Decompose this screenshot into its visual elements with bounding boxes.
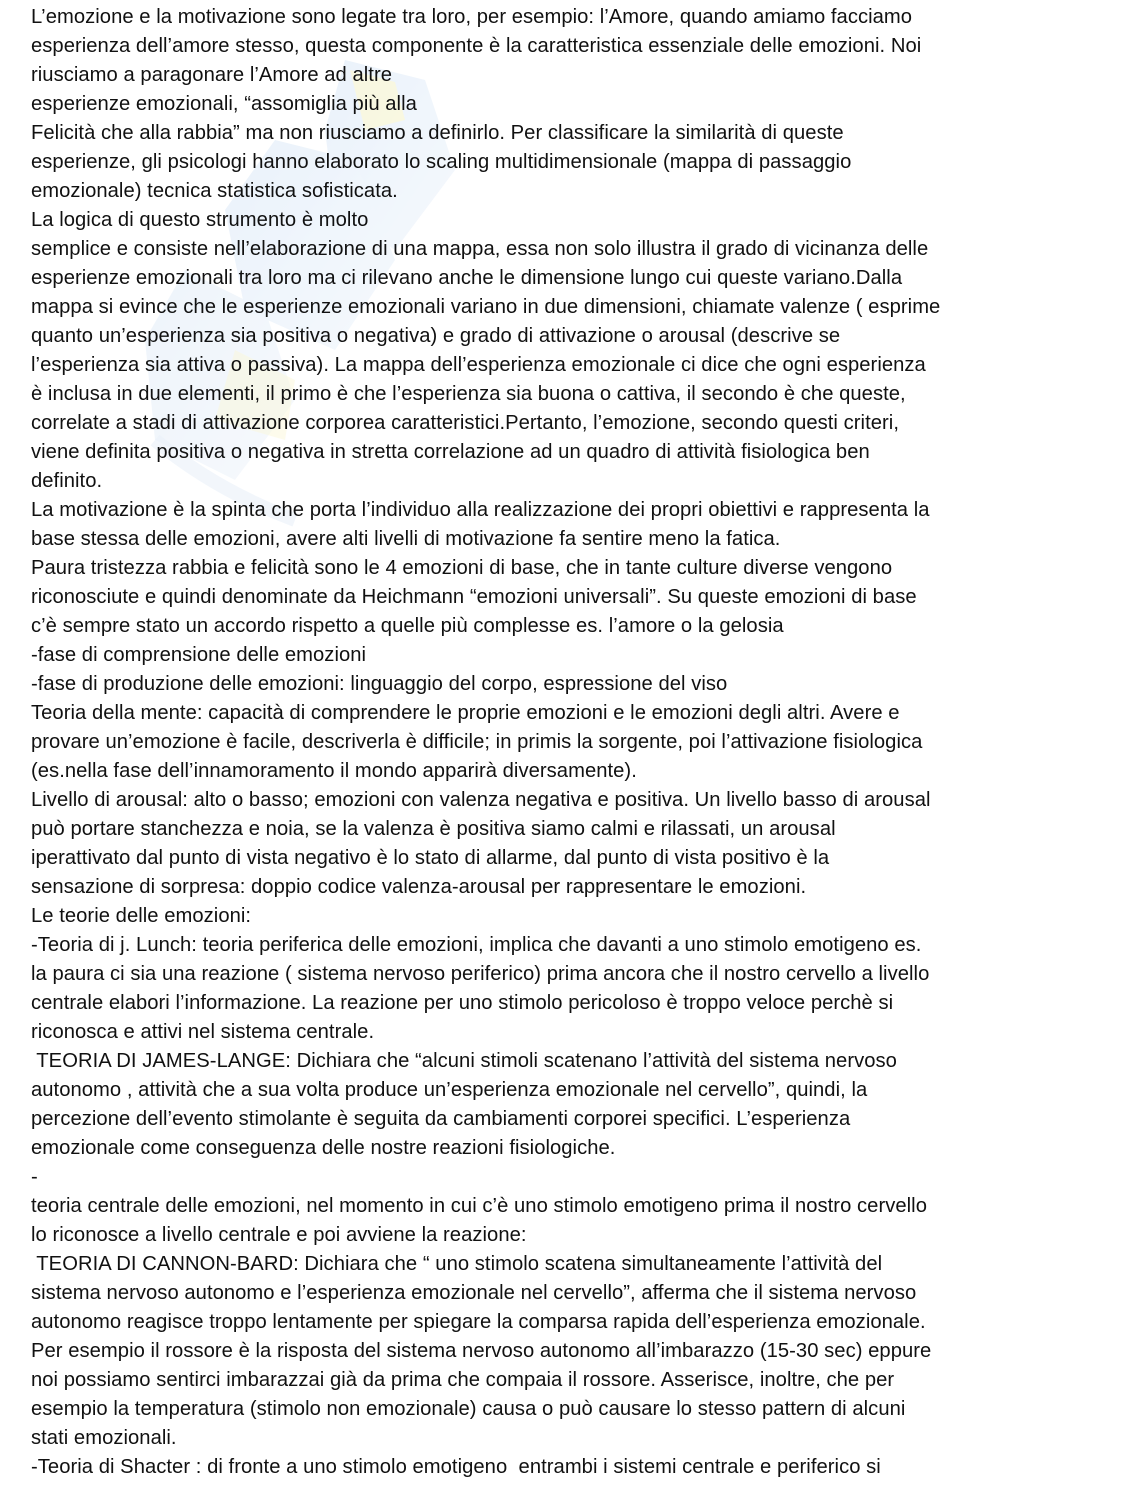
document-body: [31, 3, 1131, 1482]
text-line: base stessa delle emozioni, avere alti livelli di motivazione fa sentire meno la fatica.: [31, 528, 781, 550]
text-line: esperienze emozionali tra loro ma ci rilevano anche le dimensione lungo cui queste variano.Dalla: [31, 267, 903, 289]
text-line: noi possiamo sentirci imbarazzai già da prima che compaia il rossore. Asserisce, inoltre, che per: [31, 1369, 895, 1391]
text-line: percezione dell’evento stimolante è seguita da cambiamenti corporei specifici. L’esperienza: [31, 1108, 851, 1130]
text-line: Le teorie delle emozioni:: [31, 905, 252, 927]
text-line: può portare stanchezza e noia, se la valenza è positiva siamo calmi e rilassati, un arousal: [31, 818, 836, 840]
text-line: centrale elabori l’informazione. La reazione per uno stimolo pericoloso è troppo veloce perchè si: [31, 992, 894, 1014]
text-line: c’è sempre stato un accordo rispetto a quelle più complesse es. l’amore o la gelosia: [31, 615, 784, 637]
text-line: Teoria della mente: capacità di comprendere le proprie emozioni e le emozioni degli altri. Avere e: [31, 702, 900, 724]
text-line: stati emozionali.: [31, 1427, 177, 1449]
text-line: autonomo reagisce troppo lentamente per spiegare la comparsa rapida dell’esperienza emozionale.: [31, 1311, 926, 1333]
text-line: TEORIA DI JAMES-LANGE: Dichiara che “alcuni stimoli scatenano l’attività del sistema nervoso: [31, 1050, 897, 1072]
text-line: esempio la temperatura (stimolo non emozionale) causa o può causare lo stesso pattern di alcuni: [31, 1398, 906, 1420]
text-line: riconosca e attivi nel sistema centrale.: [31, 1021, 375, 1043]
text-line: l’esperienza sia attiva o passiva). La mappa dell’esperienza emozionale ci dice che ogni esperienza: [31, 354, 926, 376]
text-line: iperattivato dal punto di vista negativo è lo stato di allarme, dal punto di vista positivo è la: [31, 847, 830, 869]
text-line: esperienze, gli psicologi hanno elaborato lo scaling multidimensionale (mappa di passaggio: [31, 151, 852, 173]
text-line: emozionale) tecnica statistica sofisticata.: [31, 180, 398, 202]
text-line: semplice e consiste nell’elaborazione di una mappa, essa non solo illustra il grado di vicinanza delle: [31, 238, 929, 260]
text-line: Per esempio il rossore è la risposta del sistema nervoso autonomo all’imbarazzo (15-30 sec) eppure: [31, 1340, 932, 1362]
text-line: mappa si evince che le esperienze emozionali variano in due dimensioni, chiamate valenze ( esprime: [31, 296, 941, 318]
text-line: autonomo , attività che a sua volta produce un’esperienza emozionale nel cervello”, quindi, la: [31, 1079, 868, 1101]
text-line: definito.: [31, 470, 103, 492]
text-line: lo riconosce a livello centrale e poi avviene la reazione:: [31, 1224, 527, 1246]
text-line: -fase di produzione delle emozioni: linguaggio del corpo, espressione del viso: [31, 673, 728, 695]
text-line: correlate a stadi di attivazione corporea caratteristici.Pertanto, l’emozione, secondo questi criteri,: [31, 412, 899, 434]
text-line: la paura ci sia una reazione ( sistema nervoso periferico) prima ancora che il nostro cervello a livello: [31, 963, 930, 985]
text-line: è inclusa in due elementi, il primo è che l’esperienza sia buona o cattiva, il secondo è che queste,: [31, 383, 906, 405]
text-line: esperienze emozionali, “assomiglia più alla: [31, 93, 417, 115]
text-line: -fase di comprensione delle emozioni: [31, 644, 367, 666]
text-line: La logica di questo strumento è molto: [31, 209, 369, 231]
text-line: teoria centrale delle emozioni, nel momento in cui c’è uno stimolo emotigeno prima il nostro cervello: [31, 1195, 927, 1217]
text-line: quanto un’esperienza sia positiva o negativa) e grado di attivazione o arousal (descrive se: [31, 325, 841, 347]
text-line: emozionale come conseguenza delle nostre reazioni fisiologiche.: [31, 1137, 616, 1159]
text-line: provare un’emozione è facile, descriverla è difficile; in primis la sorgente, poi l’attivazione fisiologica: [31, 731, 923, 753]
text-line: Livello di arousal: alto o basso; emozioni con valenza negativa e positiva. Un livello basso di arousal: [31, 789, 931, 811]
text-line: TEORIA DI CANNON-BARD: Dichiara che “ uno stimolo scatena simultaneamente l’attività del: [31, 1253, 883, 1275]
text-line: -Teoria di j. Lunch: teoria periferica delle emozioni, implica che davanti a uno stimolo emotigeno es.: [31, 934, 922, 956]
text-line: Paura tristezza rabbia e felicità sono le 4 emozioni di base, che in tante culture diverse vengono: [31, 557, 893, 579]
text-line: (es.nella fase dell’innamoramento il mondo apparirà diversamente).: [31, 760, 637, 782]
text-line: La motivazione è la spinta che porta l’individuo alla realizzazione dei propri obiettivi e rappresenta la: [31, 499, 930, 521]
text-line: riconosciute e quindi denominate da Heichmann “emozioni universali”. Su queste emozioni di base: [31, 586, 917, 608]
text-line: -: [31, 1166, 38, 1188]
text-line: esperienza dell’amore stesso, questa componente è la caratteristica essenziale delle emozioni. Noi: [31, 35, 922, 57]
text-line: -Teoria di Shacter : di fronte a uno stimolo emotigeno entrambi i sistemi centrale e periferico si: [31, 1456, 881, 1478]
text-line: sensazione di sorpresa: doppio codice valenza-arousal per rappresentare le emozioni.: [31, 876, 807, 898]
text-line: riusciamo a paragonare l’Amore ad altre: [31, 64, 393, 86]
text-line: sistema nervoso autonomo e l’esperienza emozionale nel cervello”, afferma che il sistema nervoso: [31, 1282, 917, 1304]
text-line: Felicità che alla rabbia” ma non riusciamo a definirlo. Per classificare la similarità di queste: [31, 122, 844, 144]
text-line: L’emozione e la motivazione sono legate tra loro, per esempio: l’Amore, quando amiamo facciamo: [31, 6, 913, 28]
text-line: viene definita positiva o negativa in stretta correlazione ad un quadro di attività fisiologica ben: [31, 441, 870, 463]
